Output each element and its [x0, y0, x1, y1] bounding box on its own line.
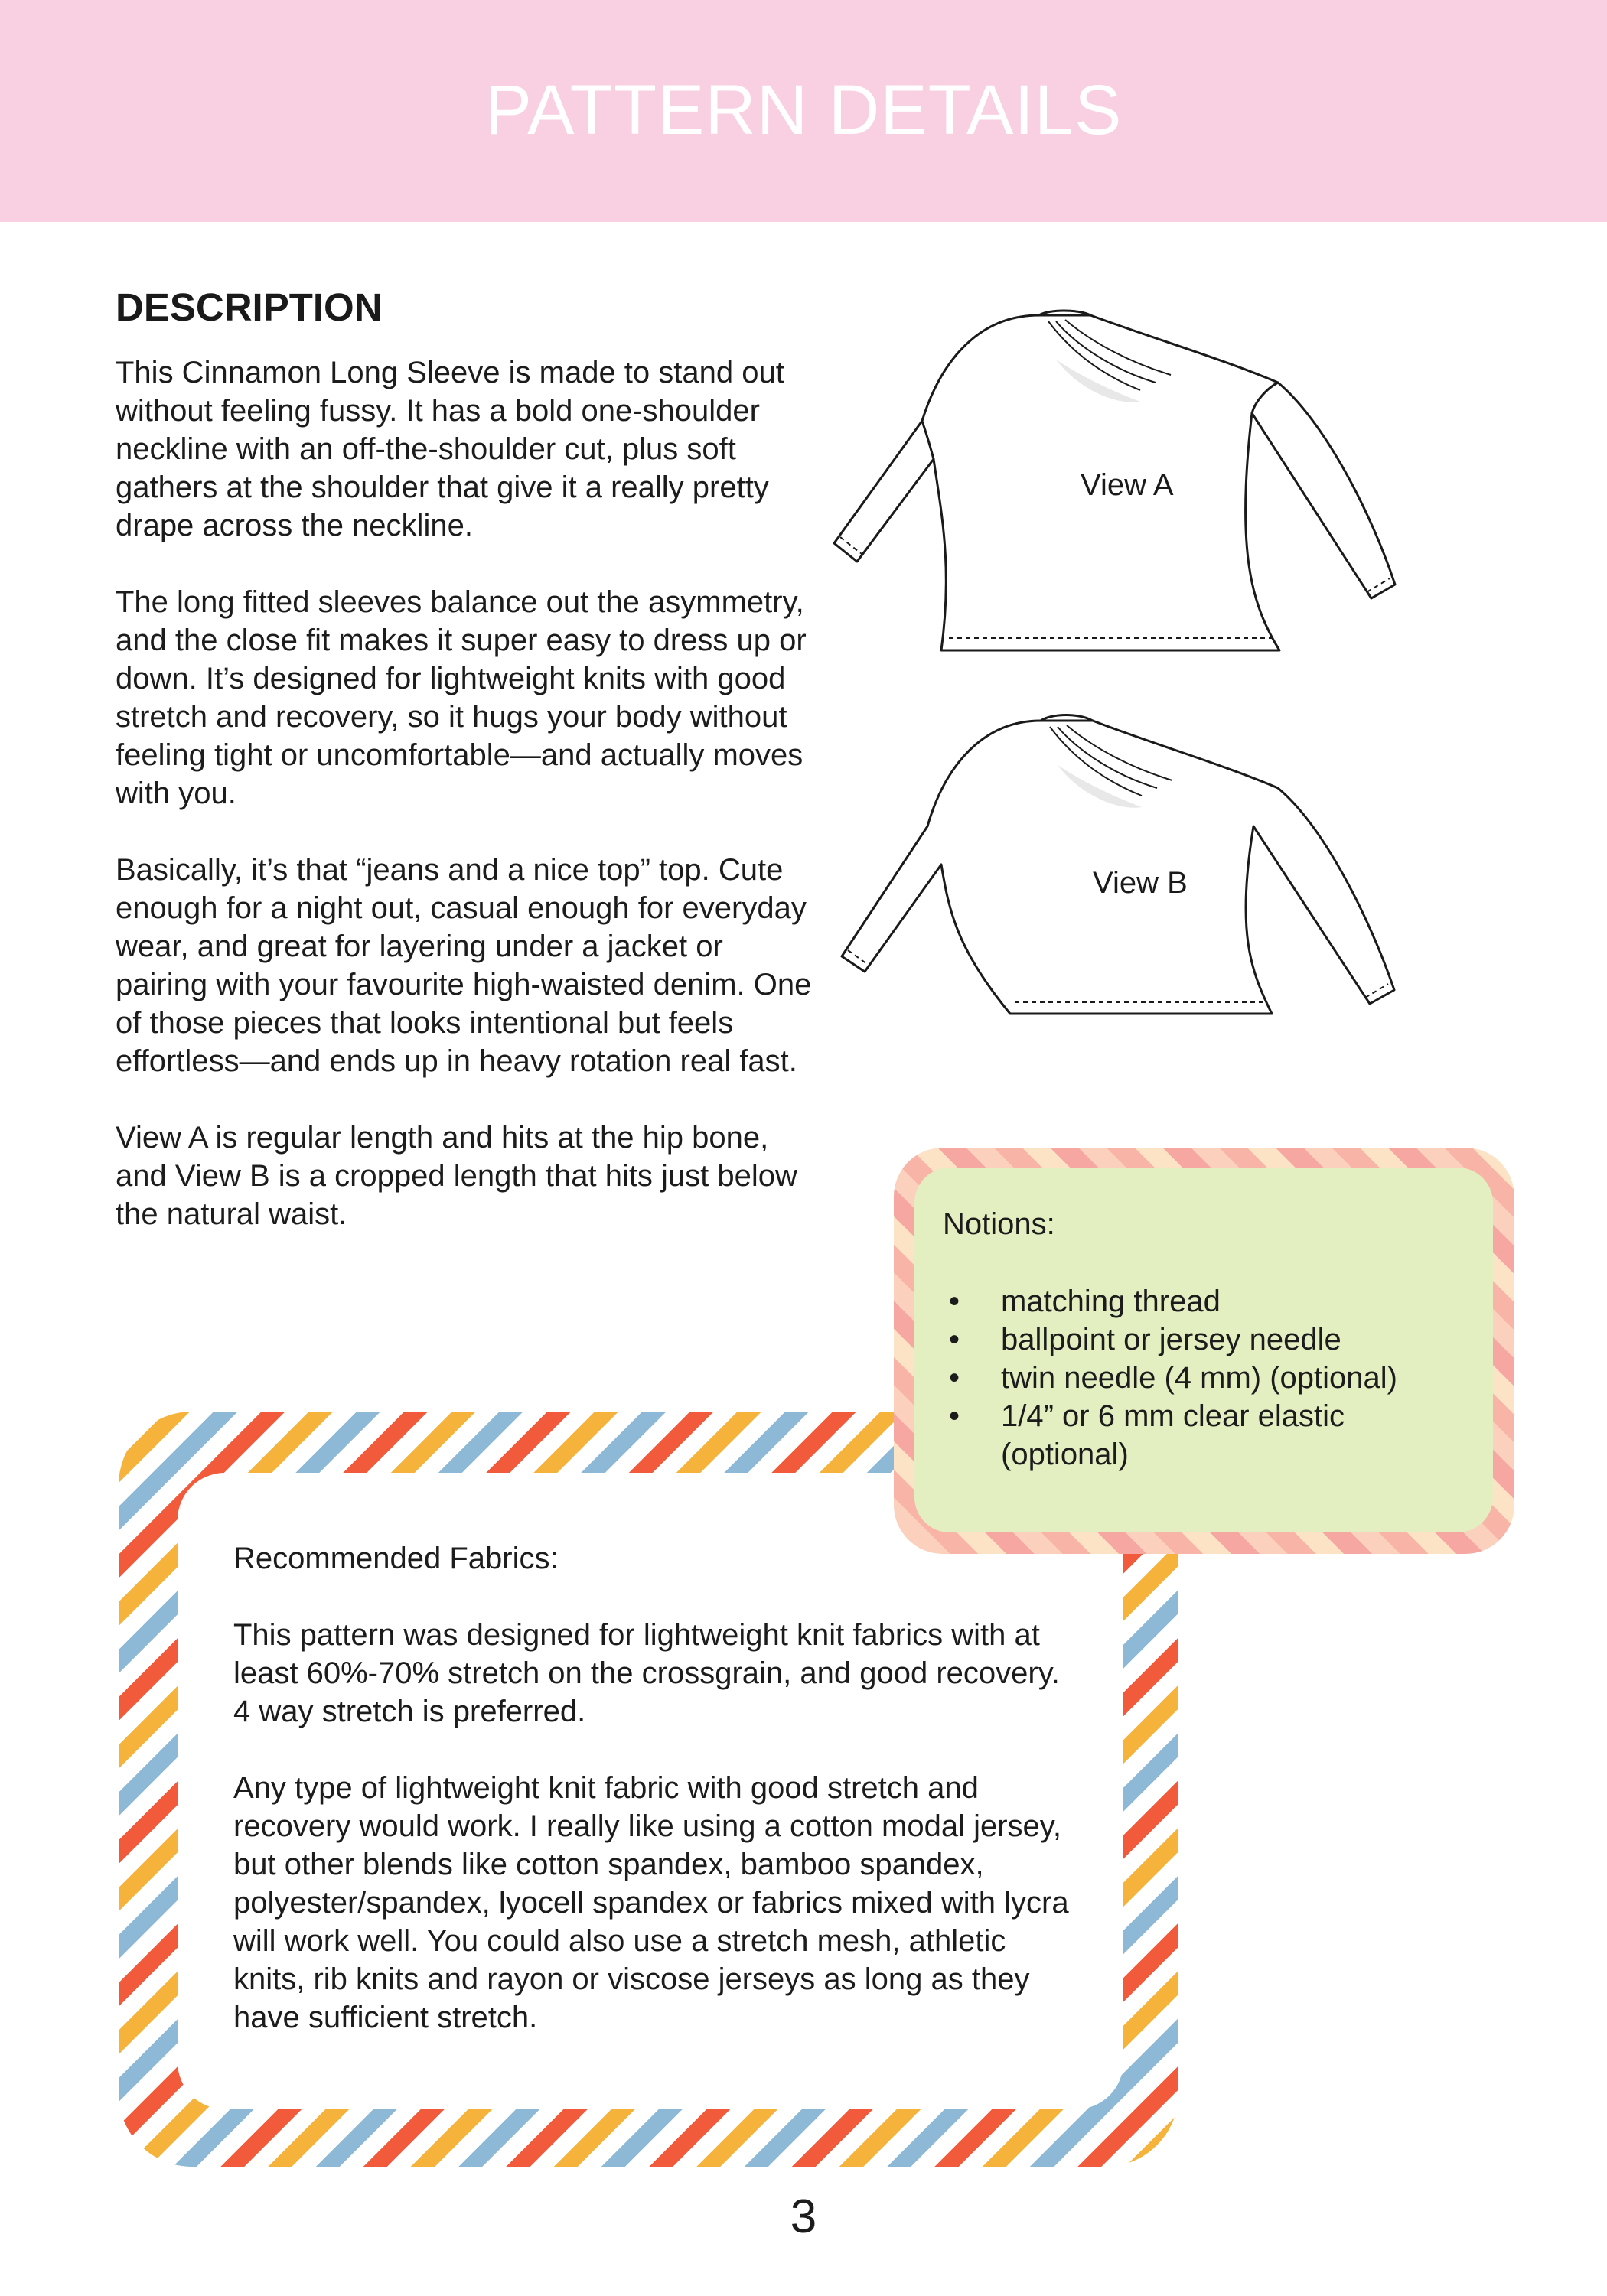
notions-item: • 1/4” or 6 mm clear elastic (optional)	[943, 1397, 1478, 1474]
description-body	[116, 353, 820, 1233]
description-heading: DESCRIPTION	[116, 285, 383, 329]
view-b-illustration	[834, 704, 1408, 1025]
notions-item: • twin needle (4 mm) (optional)	[943, 1359, 1478, 1397]
fabrics-text	[233, 1539, 1075, 2075]
fabrics-paragraph: Any type of lightweight knit fabric with good stretch and recovery would work. I really like using a cotton modal jersey, but other blends like cotton spandex, bamboo spandex, polyester/spandex, lyocell spandex or fabrics mixed with lycra will work well. You could also use a stretch mesh, athletic knits, rib knits and rayon or viscose jerseys as long as they have sufficient stretch.	[233, 1771, 1069, 2034]
notions-list	[943, 1282, 1478, 1474]
description-paragraph: View A is regular length and hits at the hip bone, and View B is a cropped length that hits just below the natural waist.	[116, 1121, 797, 1231]
page-number: 3	[790, 2190, 817, 2243]
notions-title: Notions:	[943, 1207, 1055, 1241]
notions-item: • matching thread	[943, 1282, 1478, 1321]
view-a-label: View A	[1081, 468, 1174, 502]
description-paragraph: This Cinnamon Long Sleeve is made to stand out without feeling fussy. It has a bold one-shoulder neckline with an off-the-shoulder cut, plus soft gathers at the shoulder that give it a really pretty drape across the neckline.	[116, 356, 784, 542]
description-paragraph: Basically, it’s that “jeans and a nice top” top. Cute enough for a night out, casual enough for everyday wear, and great for layering under a jacket or pairing with your favourite high-waisted denim. One of those pieces that looks intentional but feels effortless—and ends up in heavy rotation real fast.	[116, 853, 812, 1078]
fabrics-title: Recommended Fabrics:	[233, 1542, 559, 1575]
header-banner	[0, 0, 1607, 222]
fabrics-paragraph: This pattern was designed for lightweight knit fabrics with at least 60%-70% stretch on the crossgrain, and good recovery. 4 way stretch is preferred.	[233, 1618, 1060, 1728]
view-b-label: View B	[1093, 866, 1188, 900]
notions-item: • ballpoint or jersey needle	[943, 1321, 1478, 1359]
description-paragraph: The long fitted sleeves balance out the asymmetry, and the close fit makes it super easy to dress up or down. It’s designed for lightweight knits with good stretch and recovery, so it hugs your body without feeling tight or uncomfortable—and actually moves with you.	[116, 585, 807, 810]
page-title: PATTERN DETAILS	[484, 71, 1123, 149]
